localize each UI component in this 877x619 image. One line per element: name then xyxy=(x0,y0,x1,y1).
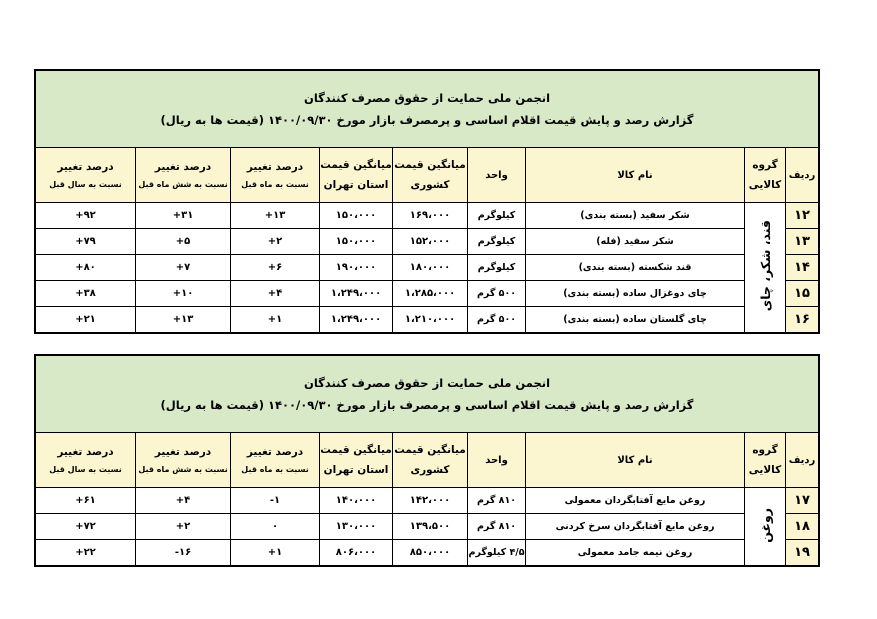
avg-price-tehran: ۱۳۰،۰۰۰ xyxy=(320,514,393,540)
header-change-year-line-1: درصد تغییر xyxy=(57,446,114,458)
change-vs-month: +۱ xyxy=(231,540,320,566)
avg-price-tehran: ۱۵۰،۰۰۰ xyxy=(320,203,393,229)
item-unit: ۵۰۰ گرم xyxy=(468,281,526,307)
change-vs-month: ۰ xyxy=(231,514,320,540)
report-title-line-2: گزارش رصد و پایش قیمت اقلام اساسی و پرمصرف بازار مورخ ۱۴۰۰/۰۹/۳۰ (قیمت ها به ریال) xyxy=(160,398,694,412)
report-title xyxy=(36,356,819,433)
change-vs-six-months: -۱۶ xyxy=(136,540,231,566)
header-group-line-2: کالایی xyxy=(748,464,782,476)
header-group xyxy=(745,148,786,203)
row-number: ۱۵ xyxy=(786,281,819,307)
change-vs-year: +۸۰ xyxy=(36,255,136,281)
report-table xyxy=(35,70,819,333)
item-unit: ۴/۵ کیلوگرم xyxy=(468,540,526,566)
header-unit: واحد xyxy=(468,148,526,203)
report-table xyxy=(35,355,819,566)
header-item-name: نام کالا xyxy=(526,433,745,488)
item-unit: کیلوگرم xyxy=(468,203,526,229)
change-vs-year: +۷۹ xyxy=(36,229,136,255)
header-change-year-line-2: نسبت به سال قبل xyxy=(49,180,122,189)
header-avg-tehran-line-2: استان تهران xyxy=(323,179,389,191)
row-number: ۱۲ xyxy=(786,203,819,229)
change-vs-month: +۶ xyxy=(231,255,320,281)
header-avg-tehran-line-1: میانگین قیمت xyxy=(320,444,392,456)
header-change-year xyxy=(36,433,136,488)
item-name: شکر سفید (بسته بندی) xyxy=(526,203,745,229)
avg-price-national: ۱۶۹،۰۰۰ xyxy=(393,203,468,229)
table-row xyxy=(36,540,819,566)
item-name: شکر سفید (فله) xyxy=(526,229,745,255)
item-name: قند شکسته (بسته بندی) xyxy=(526,255,745,281)
avg-price-tehran: ۱،۲۴۹،۰۰۰ xyxy=(320,307,393,333)
avg-price-tehran: ۱،۲۴۹،۰۰۰ xyxy=(320,281,393,307)
header-change-six-month xyxy=(136,148,231,203)
product-group-label: قند، شکر، چای xyxy=(757,220,773,312)
header-change-month-line-1: درصد تغییر xyxy=(246,446,304,458)
item-name: چای دوغزال ساده (بسته بندی) xyxy=(526,281,745,307)
item-unit: کیلوگرم xyxy=(468,255,526,281)
item-name: روغن نیمه جامد معمولی xyxy=(526,540,745,566)
header-change-six-month-line-2: نسبت به شش ماه قبل xyxy=(138,465,228,474)
item-name: چای گلستان ساده (بسته بندی) xyxy=(526,307,745,333)
header-group-line-1: گروه xyxy=(752,444,778,456)
avg-price-national: ۸۵۰،۰۰۰ xyxy=(393,540,468,566)
report-title-line-2: گزارش رصد و پایش قیمت اقلام اساسی و پرمصرف بازار مورخ ۱۴۰۰/۰۹/۳۰ (قیمت ها به ریال) xyxy=(160,113,694,127)
item-unit: ۸۱۰ گرم xyxy=(468,514,526,540)
change-vs-six-months: +۵ xyxy=(136,229,231,255)
row-number: ۱۶ xyxy=(786,307,819,333)
row-number: ۱۹ xyxy=(786,540,819,566)
header-change-month-line-2: نسبت به ماه قبل xyxy=(241,465,309,474)
row-number: ۱۴ xyxy=(786,255,819,281)
header-avg-national-line-1: میانگین قیمت xyxy=(394,159,466,171)
avg-price-national: ۱۸۰،۰۰۰ xyxy=(393,255,468,281)
change-vs-month: +۱ xyxy=(231,307,320,333)
item-unit: کیلوگرم xyxy=(468,229,526,255)
avg-price-tehran: ۱۵۰،۰۰۰ xyxy=(320,229,393,255)
row-number: ۱۳ xyxy=(786,229,819,255)
avg-price-tehran: ۸۰۶،۰۰۰ xyxy=(320,540,393,566)
product-group xyxy=(745,488,786,566)
header-change-month-line-1: درصد تغییر xyxy=(246,161,304,173)
avg-price-tehran: ۱۴۰،۰۰۰ xyxy=(320,488,393,514)
header-change-six-month-line-2: نسبت به شش ماه قبل xyxy=(138,180,228,189)
avg-price-national: ۱۴۲،۰۰۰ xyxy=(393,488,468,514)
header-row-number: ردیف xyxy=(786,433,819,488)
header-avg-national-line-2: کشوری xyxy=(410,464,450,476)
change-vs-month: +۱۳ xyxy=(231,203,320,229)
header-avg-tehran xyxy=(320,148,393,203)
table-row xyxy=(36,203,819,229)
price-report-table-sugar-tea xyxy=(34,69,820,334)
row-number: ۱۸ xyxy=(786,514,819,540)
report-title-line-1: انجمن ملی حمایت از حقوق مصرف کنندگان xyxy=(304,91,551,105)
header-avg-national-line-2: کشوری xyxy=(410,179,450,191)
header-avg-tehran-line-2: استان تهران xyxy=(323,464,389,476)
header-avg-national xyxy=(393,148,468,203)
table-row xyxy=(36,488,819,514)
row-number: ۱۷ xyxy=(786,488,819,514)
avg-price-national: ۱۳۹،۵۰۰ xyxy=(393,514,468,540)
product-group-label: روغن xyxy=(757,507,773,543)
header-change-month xyxy=(231,433,320,488)
avg-price-tehran: ۱۹۰،۰۰۰ xyxy=(320,255,393,281)
header-avg-tehran xyxy=(320,433,393,488)
header-group-line-2: کالایی xyxy=(748,179,782,191)
product-group xyxy=(745,203,786,333)
header-unit: واحد xyxy=(468,433,526,488)
avg-price-national: ۱،۲۸۵،۰۰۰ xyxy=(393,281,468,307)
change-vs-year: +۲۲ xyxy=(36,540,136,566)
table-row xyxy=(36,514,819,540)
header-group xyxy=(745,433,786,488)
change-vs-month: +۴ xyxy=(231,281,320,307)
change-vs-six-months: +۷ xyxy=(136,255,231,281)
table-row xyxy=(36,307,819,333)
header-change-six-month-line-1: درصد تغییر xyxy=(154,446,212,458)
item-name: روغن مایع آفتابگردان معمولی xyxy=(526,488,745,514)
item-unit: ۸۱۰ گرم xyxy=(468,488,526,514)
header-change-month xyxy=(231,148,320,203)
header-avg-national-line-1: میانگین قیمت xyxy=(394,444,466,456)
table-row xyxy=(36,255,819,281)
change-vs-year: +۷۲ xyxy=(36,514,136,540)
change-vs-month: +۲ xyxy=(231,229,320,255)
change-vs-year: +۹۲ xyxy=(36,203,136,229)
table-row xyxy=(36,281,819,307)
header-change-month-line-2: نسبت به ماه قبل xyxy=(241,180,309,189)
item-unit: ۵۰۰ گرم xyxy=(468,307,526,333)
header-change-six-month xyxy=(136,433,231,488)
header-change-year-line-2: نسبت به سال قبل xyxy=(49,465,122,474)
change-vs-six-months: +۳۱ xyxy=(136,203,231,229)
change-vs-year: +۶۱ xyxy=(36,488,136,514)
avg-price-national: ۱،۲۱۰،۰۰۰ xyxy=(393,307,468,333)
header-avg-national xyxy=(393,433,468,488)
report-title xyxy=(36,71,819,148)
change-vs-six-months: +۴ xyxy=(136,488,231,514)
header-change-six-month-line-1: درصد تغییر xyxy=(154,161,212,173)
header-change-year xyxy=(36,148,136,203)
avg-price-national: ۱۵۲،۰۰۰ xyxy=(393,229,468,255)
change-vs-six-months: +۱۰ xyxy=(136,281,231,307)
header-group-line-1: گروه xyxy=(752,159,778,171)
change-vs-six-months: +۱۳ xyxy=(136,307,231,333)
header-avg-tehran-line-1: میانگین قیمت xyxy=(320,159,392,171)
change-vs-six-months: +۲ xyxy=(136,514,231,540)
header-item-name: نام کالا xyxy=(526,148,745,203)
header-change-year-line-1: درصد تغییر xyxy=(57,161,114,173)
change-vs-month: -۱ xyxy=(231,488,320,514)
report-title-line-1: انجمن ملی حمایت از حقوق مصرف کنندگان xyxy=(304,376,551,390)
price-report-table-oil xyxy=(34,354,820,567)
change-vs-year: +۲۱ xyxy=(36,307,136,333)
item-name: روغن مایع آفتابگردان سرخ کردنی xyxy=(526,514,745,540)
change-vs-year: +۳۸ xyxy=(36,281,136,307)
header-row-number: ردیف xyxy=(786,148,819,203)
table-row xyxy=(36,229,819,255)
